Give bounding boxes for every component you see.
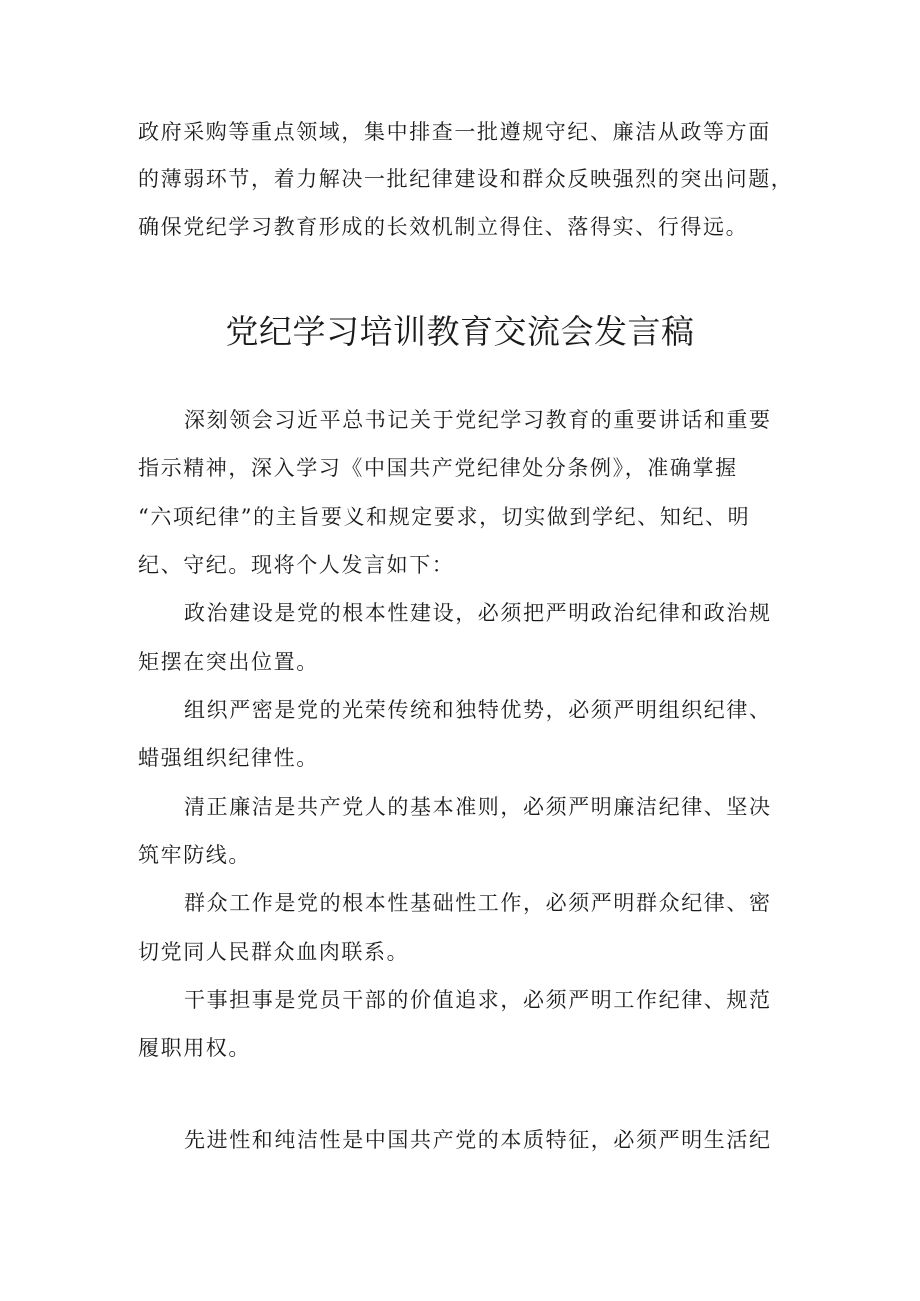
paragraph-line: 履职用权。 [138,1036,251,1060]
paragraph-line: 政治建设是党的根本性建设，必须把严明政治纪律和政治规 [184,601,772,625]
paragraph-line: 切党同人民群众血肉联系。 [138,940,410,964]
paragraph-line: 筑牢防线。 [138,843,251,867]
intro-line: 政府采购等重点领域，集中排查一批遵规守纪、廉洁从政等方面 [138,120,771,144]
paragraph-line: 清正廉洁是共产党人的基本准则，必须严明廉洁纪律、坚决 [184,795,772,819]
paragraph-line: 组织严密是党的光荣传统和独特优势，必须严明组织纪律、 [184,698,772,722]
paragraph-line: 蜡强组织纪律性。 [138,746,319,770]
paragraph-line: 干事担事是党员干部的价值追求，必须严明工作纪律、规范 [184,988,772,1012]
paragraph-line: 指示精神，深入学习《中国共产党纪律处分条例》，准确掌握 [138,456,738,480]
paragraph-line: 先进性和纯洁性是中国共产党的本质特征，必须严明生活纪 [184,1128,772,1152]
intro-line: 的薄弱环节，着力解决一批纪律建设和群众反映强烈的突出问题， [138,167,794,191]
paragraph-line: 矩摆在突出位置。 [138,650,319,674]
document-title: 党纪学习培训教育交流会发言稿 [225,312,695,351]
paragraph-line: 纪、守纪。现将个人发言如下： [138,553,455,577]
paragraph-line: 深刻领会习近平总书记关于党纪学习教育的重要讲话和重要 [184,408,772,432]
paragraph-line: “六项纪律”的主旨要义和规定要求，切实做到学纪、知纪、明 [138,505,751,529]
paragraph-line: 群众工作是党的根本性基础性工作，必须严明群众纪律、密 [184,891,772,915]
intro-line: 确保党纪学习教育形成的长效机制立得住、落得实、行得远。 [138,215,749,239]
